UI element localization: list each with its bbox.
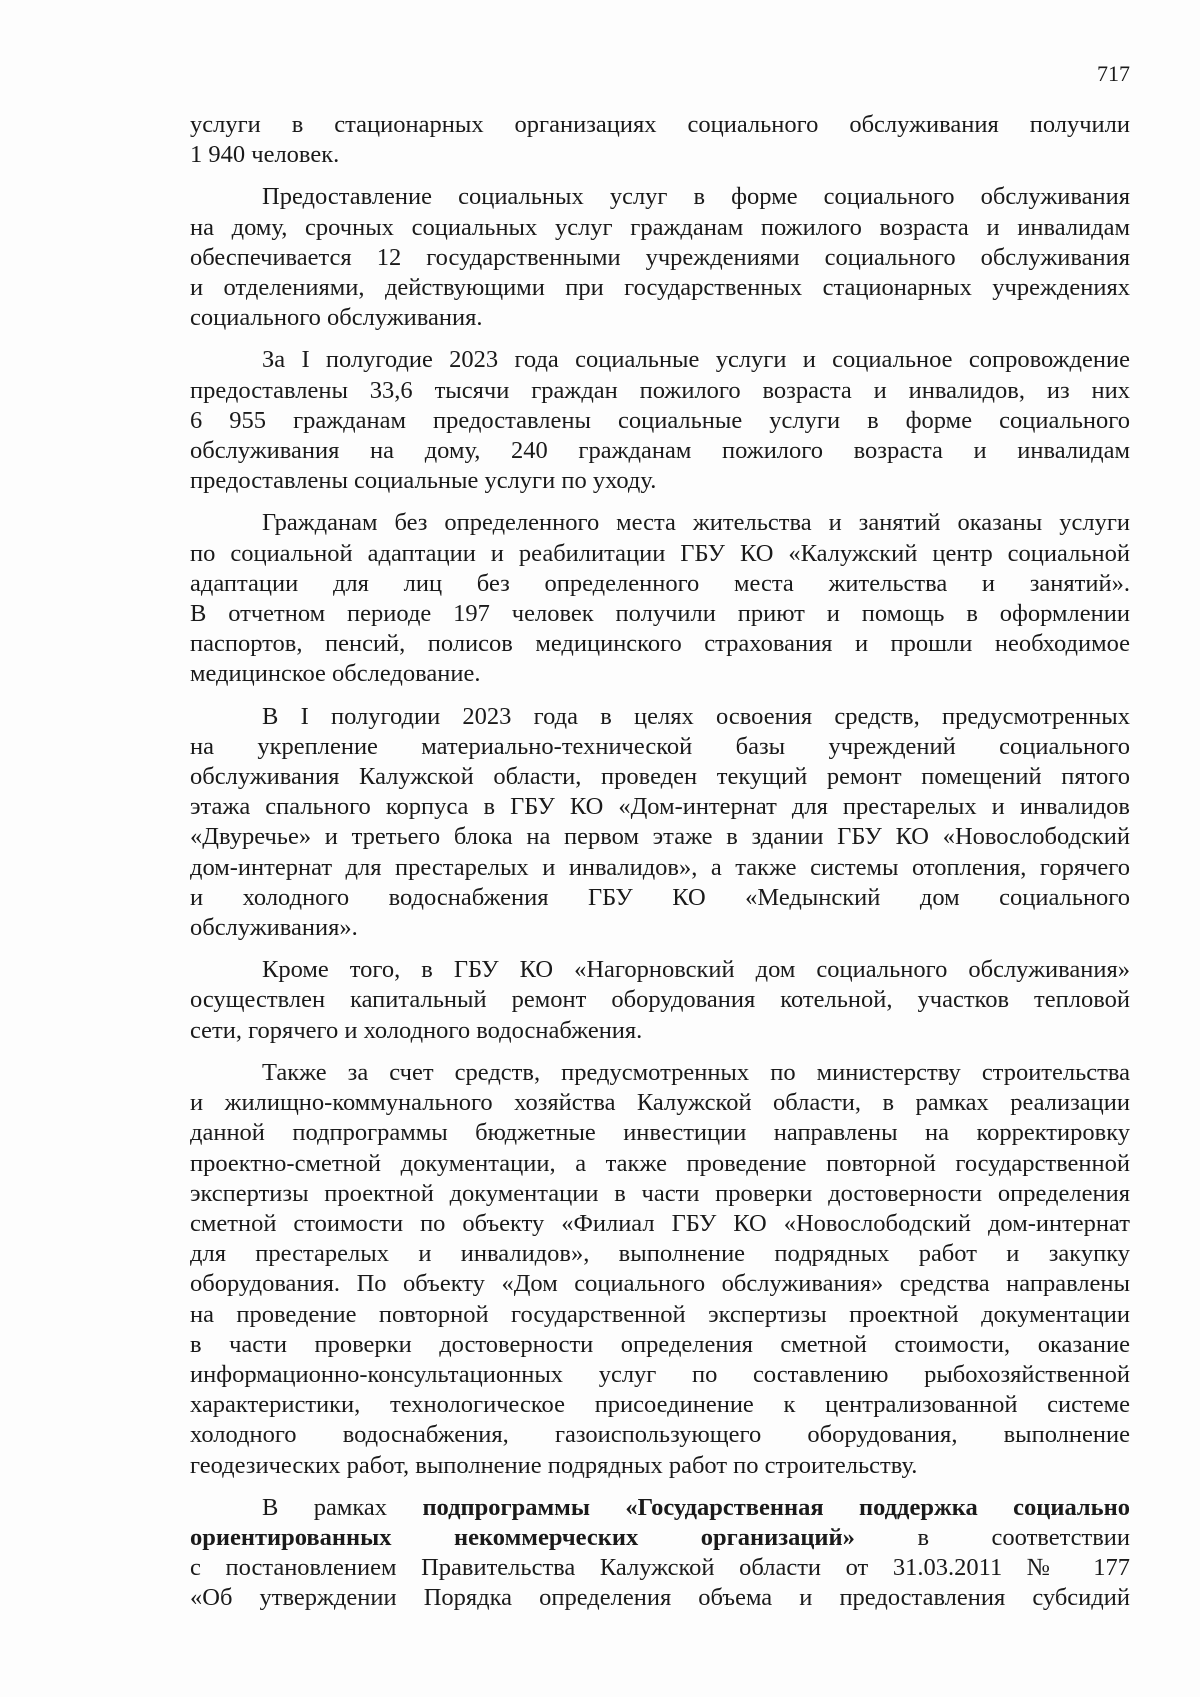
text-line: сметной стоимости по объекту «Филиал ГБУ КО «Новослободский дом-интернат [190, 1209, 1130, 1237]
text-line: Гражданам без определенного места жительства и занятий оказаны услуги [262, 509, 1130, 537]
paragraph-subprogram [190, 1493, 1130, 1614]
text-line: на проведение повторной государственной экспертизы проектной документации [190, 1300, 1130, 1328]
text-line: Предоставление социальных услуг в форме социального обслуживания [262, 183, 1130, 211]
text-line: Кроме того, в ГБУ КО «Нагорновский дом социального обслуживания» [262, 956, 1130, 984]
text-line: оборудования. По объекту «Дом социального обслуживания» средства направлены [190, 1270, 1130, 1298]
text-line: В отчетном периоде 197 человек получили приют и помощь в оформлении [190, 600, 1130, 628]
text-line: и жилищно-коммунального хозяйства Калужской области, в рамках реализации [190, 1089, 1130, 1117]
text-line: и отделениями, действующими при государственных стационарных учреждениях [190, 274, 1130, 302]
subprogram-title-part: ориентированных некоммерческих организаций» [190, 1523, 855, 1551]
text-line: дом-интернат для престарелых и инвалидов», а также системы отопления, горячего [190, 853, 1130, 881]
paragraph [190, 702, 1130, 944]
text-line: с постановлением Правительства Калужской области от 31.03.2011 № 177 [190, 1554, 1130, 1582]
text-line: предоставлены 33,6 тысячи граждан пожилого возраста и инвалидов, из них [190, 376, 1130, 404]
text-line: Также за счет средств, предусмотренных по министерству строительства [262, 1058, 1130, 1086]
text-line: В I полугодии 2023 года в целях освоения средств, предусмотренных [262, 702, 1130, 730]
text-line: этажа спального корпуса в ГБУ КО «Дом-интернат для престарелых и инвалидов [190, 793, 1130, 821]
text-line: предоставлены социальные услуги по уходу. [190, 467, 657, 495]
text-line: осуществлен капитальный ремонт оборудования котельной, участков тепловой [190, 986, 1130, 1014]
text-line: обслуживания». [190, 914, 358, 942]
text-line: «Об утверждении Порядка определения объема и предоставления субсидий [190, 1584, 1130, 1612]
text-line: в части проверки достоверности определения сметной стоимости, оказание [190, 1330, 1130, 1358]
document-body [190, 110, 1130, 1626]
text-line: медицинское обследование. [190, 660, 481, 688]
paragraph [190, 955, 1130, 1046]
text-line: обслуживания Калужской области, проведен текущий ремонт помещений пятого [190, 763, 1130, 791]
subprogram-title-part: подпрограммы «Государственная поддержка социально [422, 1493, 1130, 1521]
paragraph [190, 110, 1130, 170]
text-line: обеспечивается 12 государственными учреждениями социального обслуживания [190, 243, 1130, 271]
text-line [190, 1523, 1130, 1553]
text-line: экспертизы проектной документации в части проверки достоверности определения [190, 1179, 1130, 1207]
paragraph [190, 1058, 1130, 1481]
text-span: в соответствии [917, 1523, 1130, 1551]
paragraph-list [190, 110, 1130, 1481]
text-line: на дому, срочных социальных услуг гражданам пожилого возраста и инвалидам [190, 213, 1130, 241]
text-line: на укрепление материально-технической базы учреждений социального [190, 732, 1130, 760]
text-line: За I полугодие 2023 года социальные услуги и социальное сопровождение [262, 346, 1130, 374]
text-line: холодного водоснабжения, газоиспользующего оборудования, выполнение [190, 1421, 1130, 1449]
page-number: 717 [1097, 61, 1130, 86]
text-line: 6 955 гражданам предоставлены социальные услуги в форме социального [190, 406, 1130, 434]
text-line: паспортов, пенсий, полисов медицинского страхования и прошли необходимое [190, 630, 1130, 658]
text-line: услуги в стационарных организациях социального обслуживания получили [190, 111, 1130, 138]
text-line: данной подпрограммы бюджетные инвестиции направлены на корректировку [190, 1119, 1130, 1147]
paragraph [190, 345, 1130, 496]
text-line: характеристики, технологическое присоединение к централизованной системе [190, 1391, 1130, 1419]
text-line: 1 940 человек. [190, 141, 340, 169]
paragraph [190, 182, 1130, 333]
text-line: адаптации для лиц без определенного места жительства и занятий». [190, 569, 1130, 597]
paragraph [190, 508, 1130, 689]
text-line: социального обслуживания. [190, 304, 483, 332]
text-line: сети, горячего и холодного водоснабжения. [190, 1016, 643, 1044]
text-line: обслуживания на дому, 240 гражданам пожилого возраста и инвалидам [190, 437, 1130, 465]
text-line: для престарелых и инвалидов», выполнение подрядных работ и закупку [190, 1240, 1130, 1268]
text-line: и холодного водоснабжения ГБУ КО «Медынский дом социального [190, 883, 1130, 911]
text-line: проектно-сметной документации, а также проведение повторной государственной [190, 1149, 1130, 1177]
text-line [190, 1493, 1130, 1523]
text-span: В рамках [262, 1493, 388, 1521]
text-line: по социальной адаптации и реабилитации ГБУ КО «Калужский центр социальной [190, 539, 1130, 567]
text-line: информационно-консультационных услуг по составлению рыбохозяйственной [190, 1360, 1130, 1388]
text-line: геодезических работ, выполнение подрядных работ по строительству. [190, 1451, 918, 1479]
text-line: «Двуречье» и третьего блока на первом этаже в здании ГБУ КО «Новослободский [190, 823, 1130, 851]
